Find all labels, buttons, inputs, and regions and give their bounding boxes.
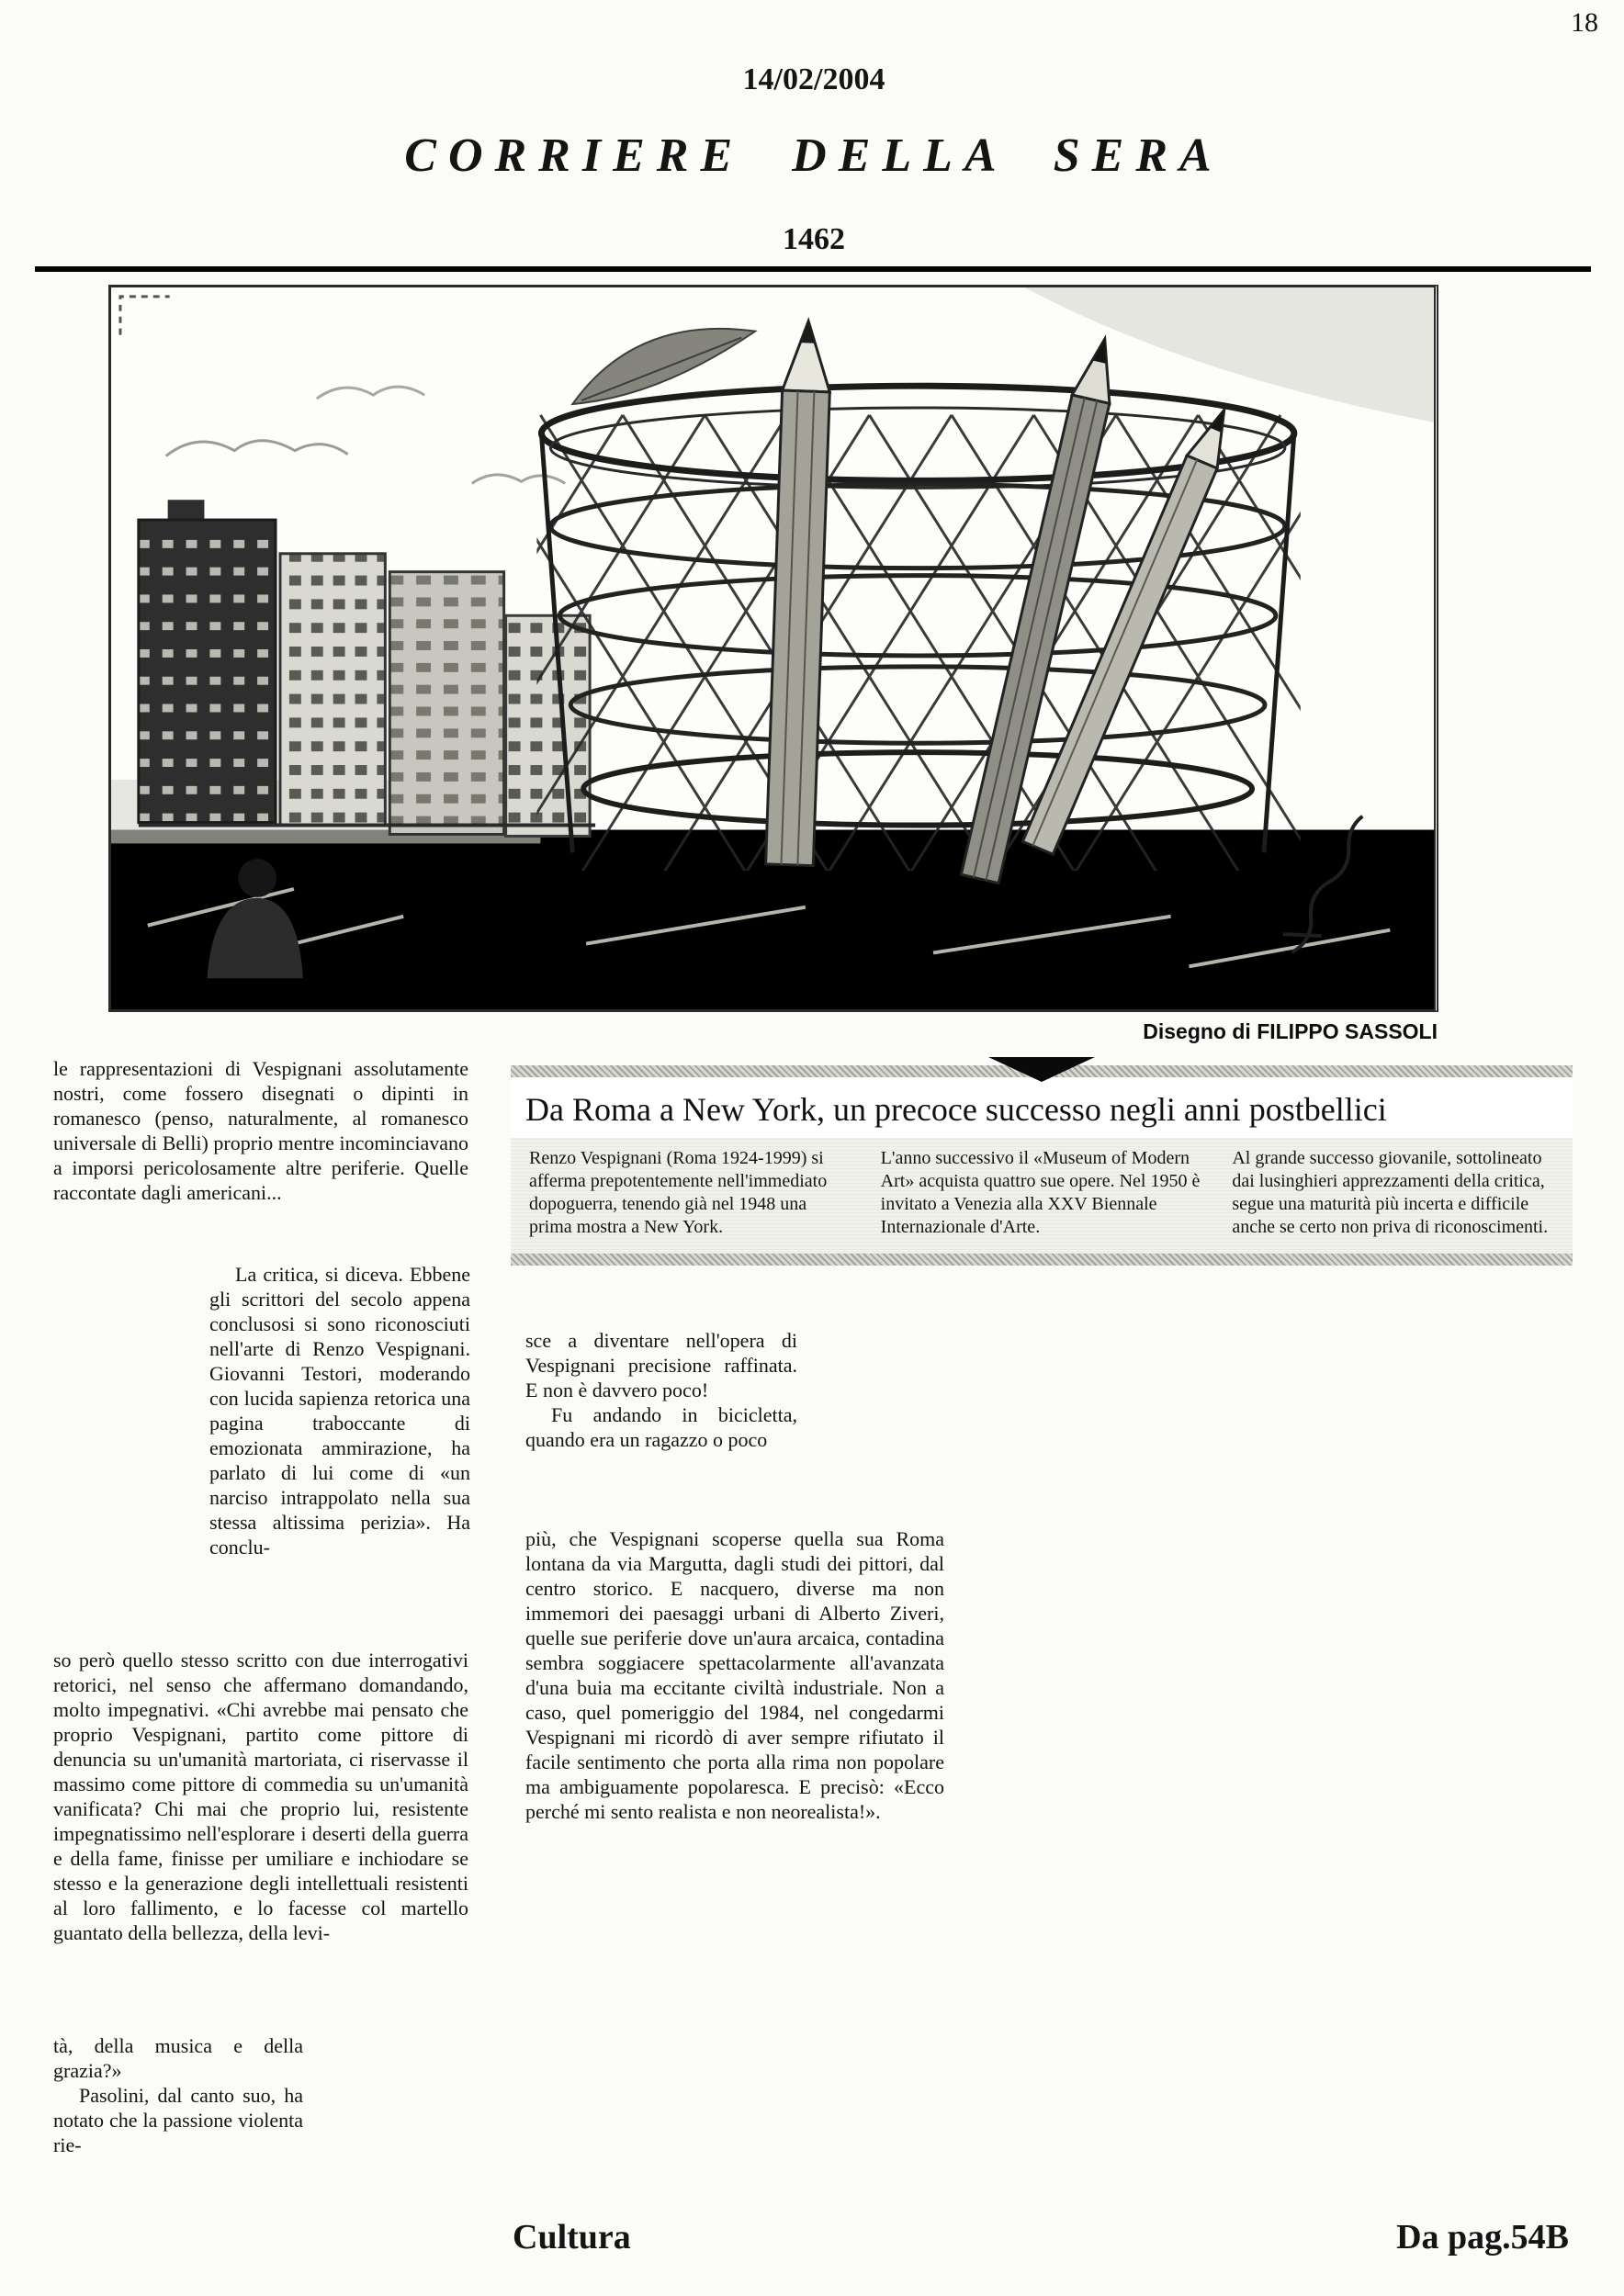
footer-page-reference: Da pag.54B	[1396, 2218, 1569, 2257]
illustration-drawing	[111, 287, 1434, 1009]
footer-section-label: Cultura	[513, 2218, 631, 2257]
infobox-column-2: L'anno successivo il «Museum of Modern Art» acquista quattro sue opere. Nel 1950 è invitato a Venezia alla XXV Biennale Internazionale d'Arte.	[880, 1148, 1201, 1237]
infobox-column-1: Renzo Vespignani (Roma 1924-1999) si afferma prepotentemente nell'immediato dopoguerra, tenendo già nel 1948 una prima mostra a New York.	[529, 1148, 828, 1237]
infobox-column-3: Al grande successo giovanile, sottolineato dai lusinghieri apprezzamenti della critica, segue una maturità più incerta e difficile anche se certo non priva di riconoscimenti.	[1232, 1148, 1549, 1237]
article-right-block-1b: Fu andando in bicicletta, quando era un ragazzo o poco	[525, 1403, 797, 1451]
masthead: CORRIERE DELLA SERA	[404, 129, 1224, 182]
illustration-credit	[698, 1019, 1438, 1044]
article-number: 1462	[783, 222, 845, 256]
article-left-block-4b: Pasolini, dal canto suo, ha notato che la passione violenta rie-	[53, 2084, 303, 2156]
down-triangle-marker	[988, 1057, 1095, 1082]
infobox	[511, 1065, 1573, 1266]
article-right-block-1a: sce a diventare nell'opera di Vespignani precisione raffinata. E non è davvero poco!	[525, 1329, 797, 1401]
infobox-columns	[511, 1138, 1573, 1254]
illustration-frame	[108, 285, 1438, 1012]
page-number: 18	[1571, 7, 1598, 38]
credit-artist-name: FILIPPO SASSOLI	[1257, 1019, 1438, 1043]
article-right-block-1	[525, 1328, 797, 1452]
article-left-block-2: La critica, si diceva. Ebbene gli scrittori del secolo appena conclusosi si sono riconosciuti nell'arte di Renzo Vespignani. Giovanni Testori, moderando con lucida sapienza retorica una pagina traboccante di emozionata ammirazione, ha parlato di lui come di «un narciso intrappolato nella sua stessa altissima perizia». Ha conclu-	[209, 1263, 470, 1559]
article-left-block-4	[53, 2033, 303, 2157]
article-left-block-1: le rappresentazioni di Vespignani assolutamente nostri, come fossero disegnati o dipinti in romanesco (penso, naturalmente, al romanesco universale di Belli) proprio mentre incominciavano a imporsi pericolosamente altre periferie. Quelle raccontate dagli americani...	[53, 1057, 468, 1204]
article-right-block-2: più, che Vespignani scoperse quella sua Roma lontana da via Margutta, dagli studi dei pittori, dal centro storico. E nacquero, diverse ma non immemori dei paesaggi urbani di Alberto Ziveri, quelle sue periferie dove un'aura arcaica, contadina sembra soggiacere spettacolarmente all'avanzata d'una buia ma eccitante civiltà industriale. Non a caso, quel pomeriggio del 1984, nel congedarmi Vespignani mi ricordò di aver sempre rifiutato il facile sentimento che porta alla rima non popolare ma ambiguamente popolaresca. E precisò: «Ecco perché mi sento realista e non neorealista!».	[525, 1527, 944, 1823]
infobox-headline: Da Roma a New York, un precoce successo negli anni postbellici	[525, 1091, 1387, 1128]
header-rule	[35, 266, 1591, 272]
credit-prefix: Disegno di	[1143, 1019, 1257, 1043]
infobox-bottom-bar	[511, 1254, 1573, 1266]
publication-date: 14/02/2004	[742, 62, 885, 96]
article-left-block-4a: tà, della musica e della grazia?»	[53, 2034, 303, 2082]
article-left-block-3: so però quello stesso scritto con due interrogativi retorici, nel senso che affermano domandando, molto impegnativi. «Chi avrebbe mai pensato che proprio Vespignani, partito come pittore di denuncia su un'umanità martoriata, ci riservasse il massimo come pittore di commedia su un'umanità vanificata? Chi mai che proprio lui, resistente impegnatissimo nell'esplorare i deserti della guerra e della fame, finisse per umiliare e inchiodare se stesso e la generazione degli intellettuali resistenti al loro fallimento, e lo facesse col martello guantato della bellezza, della levi-	[53, 1649, 468, 1944]
